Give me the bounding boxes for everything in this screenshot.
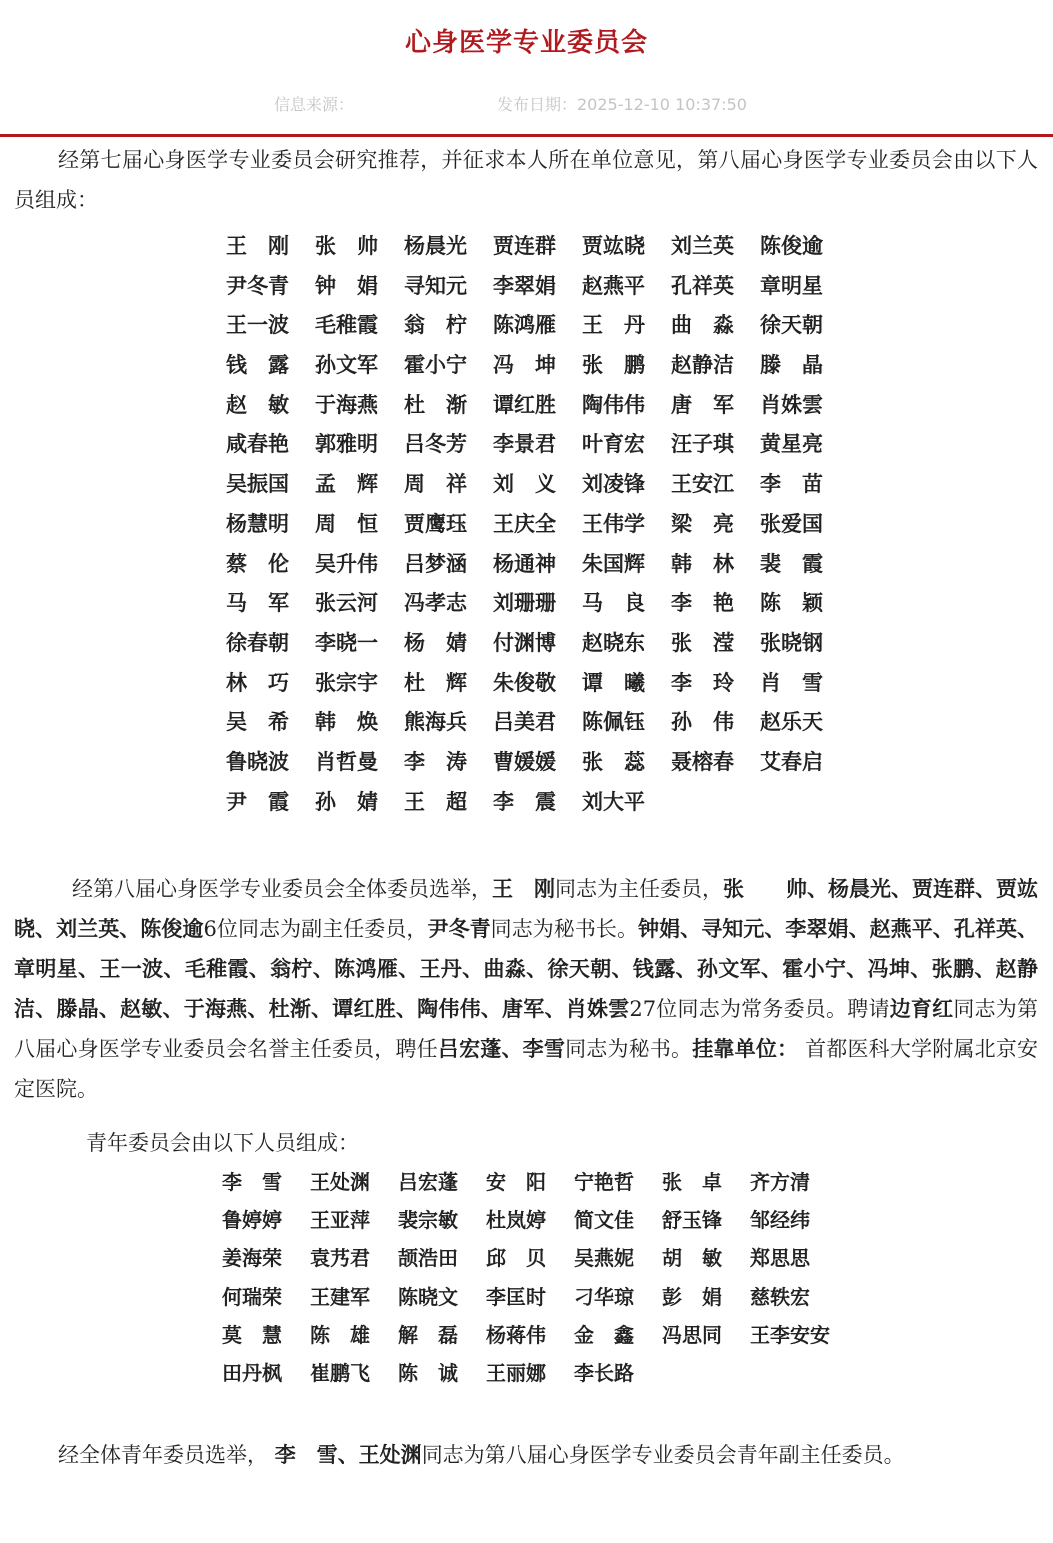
member-name: 孟 辉 <box>315 471 378 497</box>
member-name: 杨慧明 <box>226 510 289 536</box>
youth-member-row <box>222 1201 838 1239</box>
member-name: 赵燕平 <box>582 272 645 298</box>
member-name: 鲁晓波 <box>226 748 289 774</box>
chair-name: 王 刚 <box>492 876 555 901</box>
intro-text-end: 员会由以下人员组成： <box>14 148 1039 212</box>
member-name: 彭 娟 <box>662 1284 722 1309</box>
member-name: 吴 希 <box>226 709 289 735</box>
member-name: 马 良 <box>582 590 645 616</box>
member-name: 聂榕春 <box>671 748 734 774</box>
member-name: 杨 婧 <box>404 629 467 655</box>
committee-member-row <box>226 266 849 306</box>
member-name: 马 军 <box>226 590 289 616</box>
member-name: 曲 淼 <box>671 312 734 338</box>
member-name: 李 震 <box>493 788 556 814</box>
committee-member-row <box>226 702 849 742</box>
member-name: 林 巧 <box>226 669 289 695</box>
youth-election-paragraph <box>14 1435 1038 1475</box>
member-name: 王安江 <box>671 471 734 497</box>
youth-election-text: 经全体青年委员选举， <box>58 1443 268 1467</box>
member-name: 谭 曦 <box>582 669 645 695</box>
member-name: 尹冬青 <box>226 272 289 298</box>
member-name: 章明星 <box>760 272 823 298</box>
member-name: 杜 辉 <box>404 669 467 695</box>
member-name: 张 卓 <box>662 1170 722 1194</box>
member-name: 滕 晶 <box>760 352 823 378</box>
youth-member-row <box>222 1278 838 1316</box>
member-name: 孙 伟 <box>671 709 734 735</box>
committee-member-row <box>226 623 849 663</box>
member-name: 陈 颖 <box>760 590 823 616</box>
member-name: 肖哲曼 <box>315 748 378 774</box>
member-name: 李匡时 <box>486 1284 546 1309</box>
member-name: 杜岚婷 <box>486 1208 546 1233</box>
member-name: 田丹枫 <box>222 1360 282 1385</box>
member-name: 陈 诚 <box>398 1360 458 1385</box>
member-name: 吴升伟 <box>315 550 378 576</box>
member-name: 李 涛 <box>404 748 467 774</box>
committee-member-row <box>226 504 849 544</box>
member-name: 刘兰英 <box>671 233 734 258</box>
member-name: 谭红胜 <box>493 391 556 417</box>
member-name: 杨晨光 <box>404 233 467 258</box>
publish-date: 发布日期：2025-12-10 10:37:50 <box>497 95 747 114</box>
committee-member-row <box>226 305 849 345</box>
member-name: 赵乐天 <box>760 709 823 735</box>
member-name: 李翠娟 <box>493 272 556 298</box>
member-name: 朱俊敬 <box>493 669 556 695</box>
member-name: 付渊博 <box>493 629 556 655</box>
committee-member-row <box>226 464 849 504</box>
member-name: 崔鹏飞 <box>310 1360 370 1385</box>
committee-member-row <box>226 345 849 385</box>
member-name: 钟 娟 <box>315 272 378 298</box>
member-name: 毛稚霞 <box>315 312 378 338</box>
member-name: 寻知元 <box>404 272 467 298</box>
member-name: 李景君 <box>493 431 556 457</box>
header-divider <box>0 134 1053 137</box>
member-name: 冯思同 <box>662 1322 722 1347</box>
member-name: 赵静洁 <box>671 352 734 378</box>
member-name: 贾鹰珏 <box>404 510 467 536</box>
member-name: 杜 渐 <box>404 391 467 417</box>
member-name: 冯孝志 <box>404 590 467 616</box>
member-name: 熊海兵 <box>404 709 467 735</box>
host-unit-label: 挂靠单位： <box>692 1036 799 1061</box>
member-name: 舒玉锋 <box>662 1208 722 1233</box>
member-name: 张晓钢 <box>760 629 823 655</box>
member-name: 吕梦涵 <box>404 550 467 576</box>
member-name: 赵晓东 <box>582 629 645 655</box>
member-name: 王亚萍 <box>310 1208 370 1233</box>
member-name: 李 雪 <box>222 1170 282 1194</box>
election-text: 6位同志为副主任委员， <box>203 917 428 941</box>
member-name: 张宗宇 <box>315 669 378 695</box>
member-name: 刘大平 <box>582 788 645 814</box>
member-name: 陈佩钰 <box>582 709 645 735</box>
member-name: 张云河 <box>315 590 378 616</box>
member-name: 唐 军 <box>671 391 734 417</box>
election-text: 同志为秘书。 <box>565 1037 693 1061</box>
member-name: 吴振国 <box>226 471 289 497</box>
member-name: 张 滢 <box>671 629 734 655</box>
member-name: 刘 义 <box>493 471 556 497</box>
member-name: 贾连群 <box>493 233 556 258</box>
member-name: 吕美君 <box>493 709 556 735</box>
member-name: 贾竑晓 <box>582 233 645 258</box>
member-name: 胡 敏 <box>662 1246 722 1271</box>
member-name: 孔祥英 <box>671 272 734 298</box>
member-name: 蔡 伦 <box>226 550 289 576</box>
youth-member-row <box>222 1316 838 1354</box>
member-name: 陈晓文 <box>398 1284 458 1309</box>
host-unit-name: 首都医科大学附属北京安定医院。 <box>14 1037 1039 1101</box>
member-name: 叶育宏 <box>582 431 645 457</box>
member-name: 李长路 <box>574 1360 634 1385</box>
member-name: 陈鸿雁 <box>493 312 556 338</box>
honorary-chair-name: 边育红 <box>889 996 954 1021</box>
committee-member-row <box>226 583 849 623</box>
committee-member-row <box>226 663 849 703</box>
member-name: 韩 焕 <box>315 709 378 735</box>
secretary-names: 吕宏蓬、李雪 <box>437 1036 566 1061</box>
member-name: 孙 婧 <box>315 788 378 814</box>
member-name: 郭雅明 <box>315 431 378 457</box>
member-name: 周 祥 <box>404 471 467 497</box>
committee-member-grid <box>226 226 849 821</box>
member-name: 陈 雄 <box>310 1322 370 1347</box>
youth-member-row <box>222 1354 838 1392</box>
member-name: 梁 亮 <box>671 510 734 536</box>
member-name: 孙文军 <box>315 352 378 378</box>
member-name: 宁艳哲 <box>574 1170 634 1194</box>
youth-member-row <box>222 1239 838 1277</box>
youth-intro: 青年委员会由以下人员组成： <box>86 1131 359 1155</box>
source-label: 信息来源： <box>274 95 355 114</box>
election-text: 同志为第八届心身医学专业委员会名誉主任委员，聘任 <box>14 997 1038 1061</box>
member-name: 李 苗 <box>760 471 823 497</box>
member-name: 刘珊珊 <box>493 590 556 616</box>
member-name: 姜海荣 <box>222 1246 282 1271</box>
committee-member-row <box>226 544 849 584</box>
member-name: 裴 霞 <box>760 550 823 576</box>
election-text: 27位同志为常务委员。聘请 <box>629 997 890 1021</box>
member-name: 简文佳 <box>574 1208 634 1233</box>
youth-election-text: 同志为第八届心身医学专业委员会青年副主任委员。 <box>421 1443 905 1467</box>
member-name: 杨通神 <box>493 550 556 576</box>
member-name: 吕冬芳 <box>404 431 467 457</box>
member-name: 安 阳 <box>486 1170 546 1194</box>
member-name: 李晓一 <box>315 629 378 655</box>
member-name: 张 帅 <box>315 233 378 258</box>
vice-chair-names: 张 帅、杨晨光、贾连群、贾竑晓、刘兰英、陈俊逾 <box>14 876 1038 941</box>
member-name: 周 恒 <box>315 510 378 536</box>
member-name: 袁艿君 <box>310 1246 370 1271</box>
election-text: 经第八届心身医学专业委员会全体委员选举， <box>72 877 492 901</box>
committee-member-row <box>226 385 849 425</box>
youth-member-row <box>222 1163 838 1201</box>
member-name: 咸春艳 <box>226 431 289 457</box>
member-name: 王 超 <box>404 788 467 814</box>
member-name: 鲁婷婷 <box>222 1208 282 1233</box>
member-name: 翁 柠 <box>404 312 467 338</box>
member-name: 汪子琪 <box>671 431 734 457</box>
member-name: 曹媛媛 <box>493 748 556 774</box>
member-name: 韩 林 <box>671 550 734 576</box>
intro-text: 经第七届心身医学专业委员会研究推荐，并征求本人所在单位意见，第八届心身医学专业委 <box>58 148 911 172</box>
member-name: 艾春启 <box>760 748 823 774</box>
member-name: 杨蒋伟 <box>486 1322 546 1347</box>
election-text: 同志为秘书长。 <box>490 917 639 941</box>
election-paragraph <box>14 869 1038 1109</box>
page-title: 心身医学专业委员会 <box>404 28 648 58</box>
member-name: 何瑞荣 <box>222 1284 282 1309</box>
member-name: 慈轶宏 <box>750 1284 810 1309</box>
member-name: 于海燕 <box>315 391 378 417</box>
member-name: 郑思思 <box>750 1246 810 1271</box>
member-name: 陈俊逾 <box>760 233 823 258</box>
member-name: 邹经纬 <box>750 1208 810 1233</box>
member-name: 钱 露 <box>226 352 289 378</box>
member-name: 王李安安 <box>750 1322 830 1347</box>
youth-vice-chair-names: 李 雪、王处渊 <box>274 1442 422 1467</box>
member-name: 肖姝雲 <box>760 391 823 417</box>
member-name: 徐春朝 <box>226 629 289 655</box>
member-name: 金 鑫 <box>574 1322 634 1347</box>
member-name: 冯 坤 <box>493 352 556 378</box>
member-name: 邱 贝 <box>486 1246 546 1271</box>
member-name: 王伟学 <box>582 510 645 536</box>
secretary-general-name: 尹冬青 <box>427 916 491 941</box>
member-name: 吕宏蓬 <box>398 1170 458 1194</box>
member-name: 霍小宁 <box>404 352 467 378</box>
member-name: 王一波 <box>226 312 289 338</box>
member-name: 王丽娜 <box>486 1360 546 1385</box>
member-name: 陶伟伟 <box>582 391 645 417</box>
article-meta <box>0 92 1053 116</box>
member-name: 齐方清 <box>750 1170 810 1194</box>
member-name: 王庆全 <box>493 510 556 536</box>
member-name: 尹 霞 <box>226 788 289 814</box>
member-name: 王建军 <box>310 1284 370 1309</box>
member-name: 李 玲 <box>671 669 734 695</box>
member-name: 吴燕妮 <box>574 1246 634 1271</box>
member-name: 黄星亮 <box>760 431 823 457</box>
member-name: 王处渊 <box>310 1170 370 1194</box>
member-name: 王 丹 <box>582 312 645 338</box>
member-name: 肖 雪 <box>760 669 823 695</box>
member-name: 刘凌锋 <box>582 471 645 497</box>
member-name: 刁华琼 <box>574 1284 634 1309</box>
committee-member-row <box>226 226 849 266</box>
member-name: 解 磊 <box>398 1322 458 1347</box>
member-name: 莫 慧 <box>222 1322 282 1347</box>
member-name: 张 鹏 <box>582 352 645 378</box>
member-name: 王 刚 <box>226 233 289 258</box>
member-name: 朱国辉 <box>582 550 645 576</box>
standing-member-names: 钟娟、寻知元、李翠娟、赵燕平、孔祥英、章明星、王一波、毛稚霞、翁柠、陈鸿雁、王丹、曲淼、徐天朝、钱露、孙文军、霍小宁、冯坤、张鹏、赵静洁、滕晶、赵敏、于海燕、杜渐、谭红胜、陶伟伟、唐军、肖姝雲 <box>14 916 1039 1021</box>
youth-member-grid <box>222 1163 838 1392</box>
member-name: 张爱国 <box>760 510 823 536</box>
committee-member-row <box>226 424 849 464</box>
member-name: 李 艳 <box>671 590 734 616</box>
member-name: 赵 敏 <box>226 391 289 417</box>
member-name: 张 蕊 <box>582 748 645 774</box>
member-name: 裴宗敏 <box>398 1208 458 1233</box>
intro-paragraph <box>14 140 1038 220</box>
election-text: 同志为主任委员， <box>555 877 723 901</box>
committee-member-row <box>226 742 849 782</box>
member-name: 颉浩田 <box>398 1246 458 1271</box>
member-name: 徐天朝 <box>760 312 823 338</box>
committee-member-row <box>226 782 849 822</box>
